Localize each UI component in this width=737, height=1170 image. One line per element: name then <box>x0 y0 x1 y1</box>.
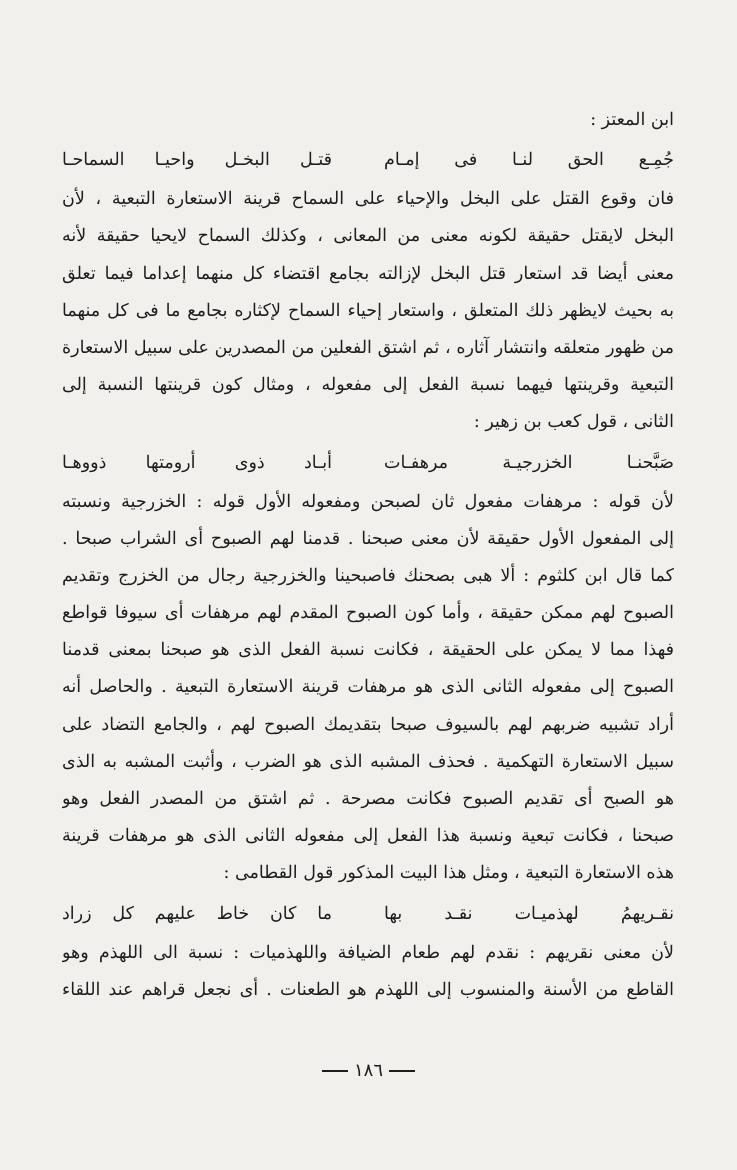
verse-2-first-hemistich: صَبَّحنـا الخزرجيـة مرهفـات <box>384 452 674 473</box>
verse-2 <box>62 442 674 484</box>
paragraph-1-line: معنى أيضا قد استعار قتل البخل لإزالته بجامع اقتضاء كل منهما إعداما فيما تعلق <box>62 263 674 284</box>
paragraph-3-line: القاطع من الأسنة والمنسوب إلى اللهذم هو الطعنات . أى نجعل قراهم عند اللقاء <box>62 979 674 1000</box>
page-number <box>0 1060 737 1081</box>
paragraph-2-line: هذه الاستعارة التبعية ، ومثل هذا البيت المذكور قول القطامى : <box>223 863 674 884</box>
paragraph-2-line: صبحنا ، فكانت تبعية ونسبة هذا الفعل إلى مفعوله الثانى الذى هو مرهفات قرينة <box>62 826 674 847</box>
text-block <box>62 102 674 1009</box>
paragraph-2-line: إلى المفعول الأول حقيقة لأن معنى صبحنا . قدمنا لهم الصبوح أى الشراب صبحا . <box>62 528 674 549</box>
verse-1-first-hemistich: جُمِـع الحق لنـا فى إمـام <box>384 150 674 171</box>
paragraph-1-line: الثانى ، قول كعب بن زهير : <box>473 412 674 433</box>
paragraph-2-line: أراد تشبيه ضربهم لهم بالسيوف صبحا بتقديمك الصبوح لهم ، والجامع التضاد على <box>62 714 674 735</box>
paragraph-1-line: به بحيث لايظهر ذلك المتعلق ، واستعار إحياء السماح لإكثاره بجامع ما فى كل منهما <box>62 300 674 321</box>
verse-3-second-hemistich: ما كان خاط عليهم كل زراد <box>62 903 332 924</box>
intro-line: ابن المعتز : <box>590 110 674 130</box>
verse-2-second-hemistich: أبـاد ذوى أرومتها ذووهـا <box>62 452 332 473</box>
paragraph-1-line: من ظهور متعلقه وانتشار آثاره ، ثم اشتق الفعلين من المصدرين على سبيل الاستعارة <box>62 337 674 358</box>
verse-1-second-hemistich: قتـل البخـل واحيـا السماحـا <box>62 150 332 171</box>
paragraph-1-line: التبعية وقرينتها فيهما نسبة الفعل إلى مفعوله ، ومثال كون قرينتها النسبة إلى <box>62 375 674 396</box>
verse-1 <box>62 139 674 181</box>
paragraph-2-line: سبيل الاستعارة التهكمية . فحذف المشبه الذى هو الضرب ، وأثبت المشبه به الذى <box>62 751 674 772</box>
page-number-dash-left <box>322 1070 348 1072</box>
paragraph-1-line: فان وقوع القتل على البخل والإحياء على السماح قرينة الاستعارة التبعية ، لأن <box>62 189 674 210</box>
paragraph-2-line: لأن قوله : مرهفات مفعول ثان لصبحن ومفعوله الأول قوله : الخزرجية ونسبته <box>62 491 674 512</box>
paragraph-2-line: الصبوح إلى مفعوله الثانى الذى هو مرهفات قرينة الاستعارة التبعية . والحاصل أنه <box>62 677 674 698</box>
paragraph-1-line: البخل لايقتل حقيقة لكونه معنى من المعانى ، وكذلك السماح لايحيا حقيقة لأنه <box>62 226 674 247</box>
verse-3 <box>62 893 674 935</box>
page-number-dash-right <box>389 1070 415 1072</box>
verse-3-first-hemistich: نقـريهمُ لهذميـات نقـد بها <box>384 903 674 924</box>
paragraph-2-line: الصبوح لهم ممكن حقيقة ، وأما كون الصبوح المقدم لهم مرهفات أى سيوفا قواطع <box>62 603 674 624</box>
paragraph-3-line: لأن معنى نقريهم : نقدم لهم طعام الضيافة واللهذميات : نسبة الى اللهذم وهو <box>62 942 674 963</box>
paragraph-2-line: هو الصبح أى تقديم الصبوح فكانت مصرحة . ثم اشتق من المصدر الفعل وهو <box>62 789 674 809</box>
paragraph-2-line: كما قال ابن كلثوم : ألا هبى بصحنك فاصبحينا والخزرجية رجال من الخزرج وتقديم <box>62 565 674 586</box>
page-number-value: ١٨٦ <box>353 1060 383 1081</box>
paragraph-2-line: فهذا مما لا يمكن على الحقيقة ، فكانت نسبة الفعل الذى هو صبحنا بمعنى قدمنا <box>62 640 674 661</box>
